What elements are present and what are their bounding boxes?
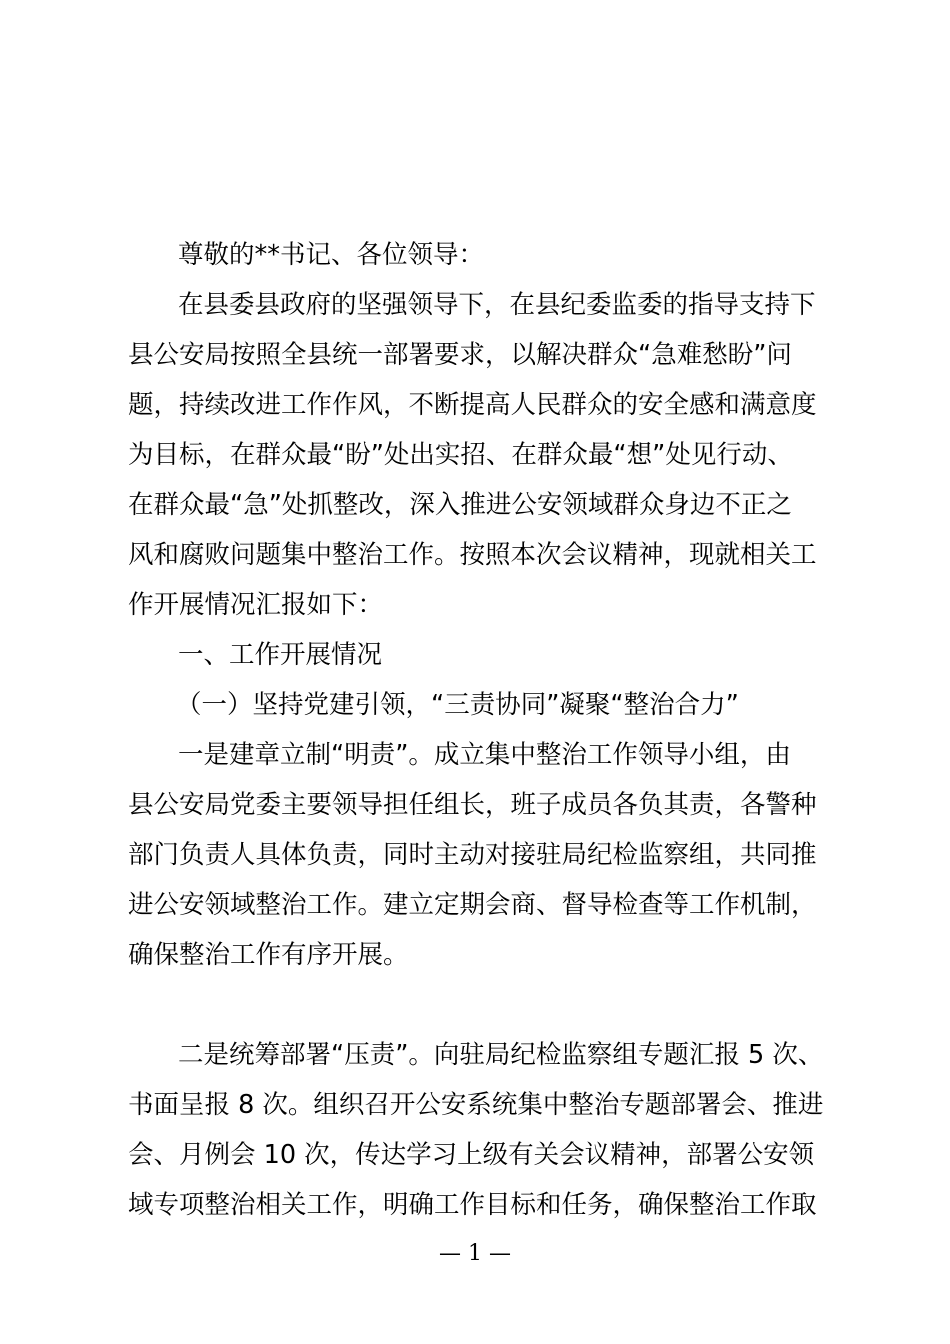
- body-line: 会、月例会 10 次，传达学习上级有关会议精神，部署公安领: [128, 1140, 815, 1170]
- body-line: 一是建章立制“明责”。成立集中整治工作领导小组，由: [178, 740, 791, 770]
- page-number: — 1 —: [439, 1241, 511, 1266]
- body-line: 在群众最“急”处抓整改，深入推进公安领域群众身边不正之: [128, 490, 792, 520]
- subsection-heading: （一）坚持党建引领，“三责协同”凝聚“整治合力”: [176, 690, 739, 720]
- body-line: 域专项整治相关工作，明确工作目标和任务，确保整治工作取: [128, 1190, 817, 1220]
- body-line: 县公安局党委主要领导担任组长，班子成员各负其责，各警种: [128, 790, 817, 820]
- body-line: 进公安领域整治工作。建立定期会商、督导检查等工作机制，: [128, 890, 817, 920]
- body-line: 确保整治工作有序开展。: [128, 940, 409, 970]
- body-line: 在县委县政府的坚强领导下，在县纪委监委的指导支持下: [178, 290, 816, 320]
- body-line: 二是统筹部署“压责”。向驻局纪检监察组专题汇报 5 次、: [178, 1040, 824, 1070]
- body-line: 作开展情况汇报如下：: [128, 590, 384, 620]
- section-heading: 一、工作开展情况: [178, 640, 383, 670]
- body-line: 部门负责人具体负责，同时主动对接驻局纪检监察组，共同推: [128, 840, 817, 870]
- body-line: 县公安局按照全县统一部署要求，以解决群众“急难愁盼”问: [128, 340, 792, 370]
- body-line: 书面呈报 8 次。组织召开公安系统集中整治专题部署会、推进: [128, 1090, 824, 1120]
- body-line: 为目标，在群众最“盼”处出实招、在群众最“想”处见行动、: [128, 440, 793, 470]
- salutation: 尊敬的**书记、各位领导：: [178, 240, 485, 270]
- body-line: 风和腐败问题集中整治工作。按照本次会议精神，现就相关工: [128, 540, 817, 570]
- body-line: 题，持续改进工作作风，不断提高人民群众的安全感和满意度: [128, 390, 817, 420]
